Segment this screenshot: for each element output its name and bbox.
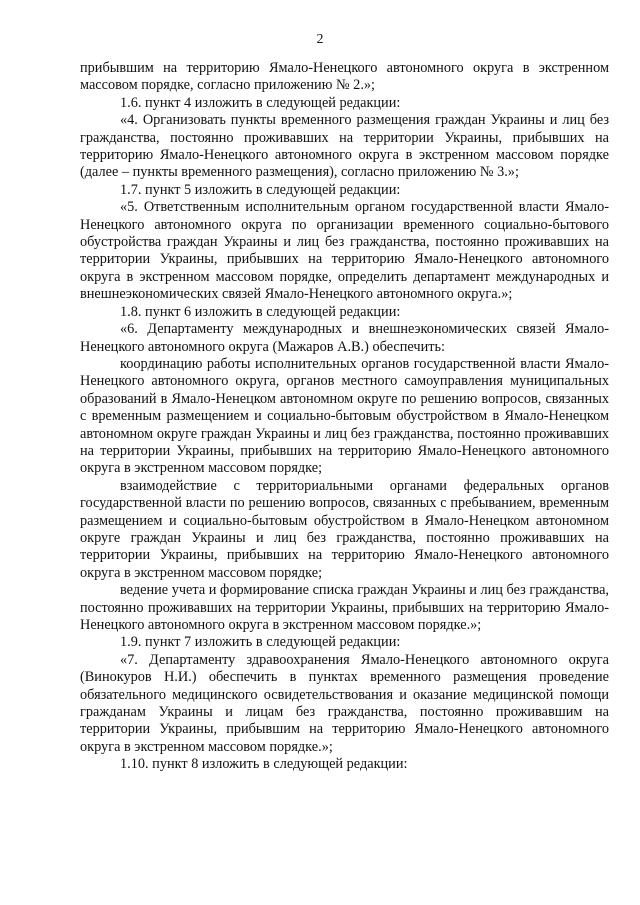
paragraph: 1.8. пункт 6 изложить в следующей редакции: [120,303,401,320]
paragraph: 1.6. пункт 4 изложить в следующей редакции: [120,94,401,111]
paragraph: 1.9. пункт 7 изложить в следующей редакции: [120,634,401,651]
paragraph: прибывшим на территорию Ямало-Ненецкого автономного округа в экстренном массовом порядке, согласно приложению № 2.»; [80,60,609,94]
paragraph: 1.10. пункт 8 изложить в следующей редакции: [120,756,408,773]
paragraph: «5. Ответственным исполнительным органом государственной власти Ямало-Ненецкого автономного округа по организации временного социально-бытового обустройства граждан Украины и лиц без гражданства, постоянно проживавших на территории Украины, прибывших на территорию Ямало-Ненецкого автономного округа в экстренном массовом порядке, определить департамент международных и внешнеэкономических связей Ямало-Ненецкого автономного округа.»; [80,199,609,303]
paragraph: «6. Департаменту международных и внешнеэкономических связей Ямало-Ненецкого автономного округа (Мажаров А.В.) обеспечить: [80,321,609,355]
paragraph: «7. Департаменту здравоохранения Ямало-Ненецкого автономного округа (Винокуров Н.И.) обеспечить в пунктах временного размещения проведение обязательного медицинского освидетельствования и оказание медицинской помощи гражданам Украины и лицам без гражданства, постоянно проживавшим на территории Украины, прибывшим на территорию Ямало-Ненецкого автономного округа в экстренном массовом порядке.»; [80,651,609,755]
document-body [80,60,609,774]
paragraph: координацию работы исполнительных органов государственной власти Ямало-Ненецкого автономного округа, органов местного самоуправления муниципальных образований в Ямало-Ненецком автономном округе по решению вопросов, связанных с временным размещением и социально-бытовым обустройством в Ямало-Ненецком автономном округе граждан Украины и лиц без гражданства, постоянно проживавших на территории Украины, прибывших на территорию Ямало-Ненецкого автономного округа в экстренном массовом порядке; [80,355,609,477]
paragraph: «4. Организовать пункты временного размещения граждан Украины и лиц без гражданства, постоянно проживавших на территории Украины, прибывших на территорию Ямало-Ненецкого автономного округа в экстренном массовом порядке (далее – пункты временного размещения), согласно приложению № 3.»; [80,112,609,181]
paragraph: ведение учета и формирование списка граждан Украины и лиц без гражданства, постоянно проживавших на территории Украины, прибывших на территорию Ямало-Ненецкого автономного округа в экстренном массовом порядке.»; [80,582,609,633]
paragraph: 1.7. пункт 5 изложить в следующей редакции: [120,181,401,198]
page-number: 2 [316,32,324,47]
paragraph: взаимодействие с территориальными органами федеральных органов государственной власти по решению вопросов, связанных с пребыванием, временным размещением и социально-бытовым обустройством в Ямало-Ненецком автономном округе граждан Украины и лиц без гражданства, постоянно проживавших на территории Украины, прибывших на территорию Ямало-Ненецкого автономного округа в экстренном массовом порядке; [80,477,609,581]
